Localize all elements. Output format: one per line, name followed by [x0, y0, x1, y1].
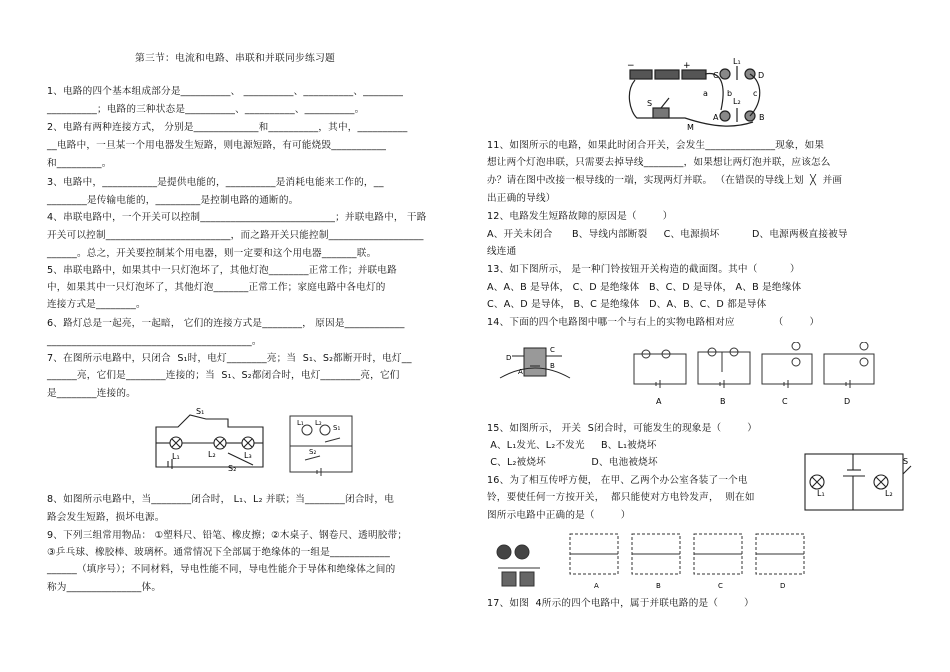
q8-circuit-figure [285, 412, 360, 477]
q6-line2: _________________________________________。 [47, 336, 262, 347]
fig-label-b: B [550, 362, 555, 370]
q5-line3: 连接方式是________。 [47, 299, 146, 310]
q16-line2: 铃，要使任何一方按开关， 都只能使对方电铃发声， 则在如 [487, 492, 755, 503]
option-a-label: A [656, 397, 662, 406]
q5-line1: 5、串联电路中，如果其中一只灯泡坏了，其他灯泡________正常工作；并联电路 [47, 265, 397, 276]
q1-line1: 1、电路的四个基本组成部分是__________、 __________、__________、________ [47, 86, 404, 97]
q6-line1: 6、路灯总是一起亮，一起暗， 它们的连接方式是________， 原因是____________ [47, 318, 405, 329]
fig-label-c: C [550, 346, 555, 354]
q8-line2: 路会发生短路，损坏电源。 [47, 512, 165, 523]
q13-line1: 13、如下图所示， 是一种门铃按钮开关构造的截面图。其中（ ） [487, 264, 800, 275]
q8-line1: 8、如图所示电路中，当________闭合时， L₁、L₂ 并联；当________闭合时，电 [47, 494, 394, 505]
q1-line2: __________；电路的三种状态是__________、__________、__________。 [47, 104, 365, 115]
fig-label-s1: S₁ [333, 424, 341, 432]
q7-line1: 7、在图所示电路中，只闭合 S₁时，电灯________亮；当 S₁、S₂都断开时，电灯__ [47, 353, 412, 364]
q13-doorbell-figure [490, 338, 580, 386]
fig-label-l1: L₁ [172, 452, 180, 461]
q16-line1: 16、为了相互传呼方便， 在甲、乙两个办公室各装了一个电 [487, 475, 748, 486]
option-c-label: C [782, 397, 788, 406]
fig-label-l3: L₃ [244, 451, 252, 460]
fig-label-s2: S₂ [228, 464, 237, 473]
q12-line1: 12、电路发生短路故障的原因是（ ） [487, 211, 673, 222]
option-b-label: B [720, 397, 726, 406]
option-d-label: D [780, 582, 786, 590]
q9-line1: 9、下列三组常用物品： ①塑料尺、铅笔、橡皮擦；②木桌子、钢卷尺、透明胶带； [47, 530, 408, 541]
fig-label-m: M [687, 123, 694, 132]
q17-line1: 17、如图 4所示的四个电路中，属于并联电路的是（ ） [487, 598, 754, 609]
fig-label-l1: L₁ [297, 419, 304, 427]
fig-label-l1: L₁ [817, 489, 825, 498]
fig-label-b2: B [759, 113, 765, 122]
fig-label-s1: S₁ [196, 407, 205, 416]
q13-line3: C、A、D 是导体， B、C 是绝缘体 D、A、B、C、D 都是导体 [487, 299, 767, 310]
fig-label-l2: L₂ [885, 489, 893, 498]
fig-label-l1: L₁ [733, 57, 741, 66]
option-a-label: A [594, 582, 599, 590]
q9-line2: ③乒乓球、橡胶棒、玻璃杯。通常情况下全部属于绝缘体的一组是____________ [47, 547, 390, 558]
option-c-label: C [718, 582, 723, 590]
fig-label-c: C [713, 71, 719, 80]
q4-line3: ______。总之，开关要控制某个用电器，则一定要和这个用电器_______联。 [47, 248, 377, 259]
q16-options-figure [490, 528, 830, 592]
q16-line3: 图所示电路中正确的是（ ） [487, 510, 631, 521]
fig-label-s: S [903, 457, 909, 466]
q13-line2: A、A、B 是导体， C、D 是绝缘体 B、C、D 是导体， A、B 是绝缘体 [487, 282, 802, 293]
q11-circuit-figure [625, 52, 773, 134]
q11-line1: 11、如图所示的电路，如果此时闭合开关，会发生______________现象，如果 [487, 140, 825, 151]
fig-label-b: b [727, 89, 733, 98]
q2-line1: 2、电路有两种连接方式， 分别是_____________和__________，其中，__________ [47, 122, 408, 133]
q15-line2: A、L₁发光、L₂不发光 B、L₁被烧坏 [487, 440, 657, 451]
q9-line3: ______（填序号）；不同材料，导电性能不同，导电性能介于导体和绝缘体之间的 [47, 564, 396, 575]
q3-line1: 3、电路中，___________是提供电能的，__________是消耗电能来工作的，__ [47, 177, 384, 188]
fig-label-minus: − [627, 61, 635, 71]
fig-label-a: A [518, 368, 523, 376]
fig-label-s2: S₂ [309, 448, 317, 456]
q15-line3: C、L₂被烧坏 D、电池被烧坏 [487, 457, 658, 468]
q4-line1: 4、串联电路中，一个开关可以控制___________________________；并联电路中， 干路 [47, 212, 427, 223]
fig-label-l2: L₂ [315, 419, 322, 427]
q2-line2: __电路中，一旦某一个用电器发生短路，则电源短路，有可能烧毁___________ [47, 140, 387, 151]
q11-line2: 想让两个灯泡串联，只需要去掉导线________，如果想让两灯泡并联，应该怎么 [487, 157, 831, 168]
q15-line1: 15、如图所示， 开关 S闭合时，可能发生的现象是（ ） [487, 423, 758, 434]
q14-options-figure [632, 342, 882, 408]
fig-label-l2: L₂ [733, 97, 741, 106]
q5-line2: 中，如果其中一只灯泡坏了，其他灯泡_______正常工作；家庭电路中各电灯的 [47, 282, 386, 293]
q3-line2: ________是传输电能的，_________是控制电路的通断的。 [47, 195, 299, 206]
fig-label-d: D [506, 354, 512, 362]
q14-line1: 14、下面的四个电路图中哪一个与右上的实物电路相对应 （ ） [487, 317, 820, 328]
page-title: 第三节：电流和电路、串联和并联同步练习题 [135, 53, 335, 64]
q9-line4: 称为_______________体。 [47, 582, 162, 593]
fig-label-l2: L₂ [208, 450, 216, 459]
fig-label-plus: + [683, 61, 691, 71]
q15-circuit-figure [795, 446, 913, 516]
fig-label-s: S [647, 99, 653, 108]
q11-line4: 出正确的导线） [487, 193, 556, 204]
fig-label-d: D [758, 71, 765, 80]
q7-line3: 是________连接的。 [47, 388, 136, 399]
fig-label-c2: c [753, 89, 758, 98]
fig-label-a: a [703, 89, 708, 98]
option-b-label: B [656, 582, 661, 590]
q11-line3: 办？请在图中改接一根导线的一端，实现两灯并联。 （在错误的导线上划 ╳ 并画 [487, 175, 843, 186]
q7-line2: ______亮，它们是________连接的；当 S₁、S₂都闭合时，电灯________亮，它们 [47, 370, 400, 381]
q7-circuit-figure [148, 405, 273, 475]
q4-line2: 开关可以控制_________________________，而之路开关只能控制___________________ [47, 230, 424, 241]
option-d-label: D [844, 397, 851, 406]
q12-line3: 线连通 [487, 246, 517, 257]
q12-line2: A、开关未闭合 B、导线内部断裂 C、电源损坏 D、电源两极直接被导 [487, 229, 848, 240]
fig-label-a2: A [713, 113, 719, 122]
q2-line3: 和_________。 [47, 158, 112, 169]
